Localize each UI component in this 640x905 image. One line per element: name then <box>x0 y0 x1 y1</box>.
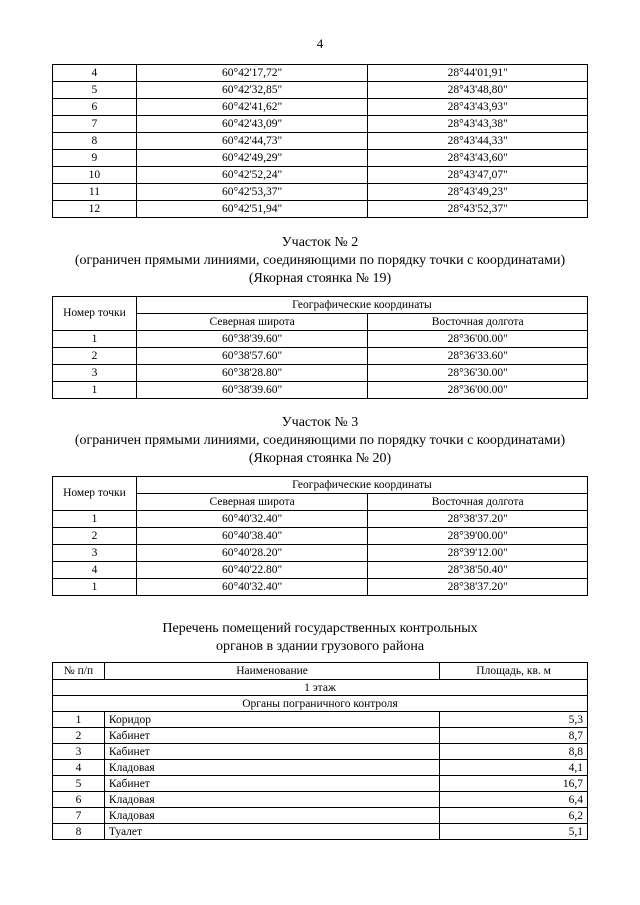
table-row <box>53 348 588 365</box>
header-longitude: Восточная долгота <box>368 314 588 331</box>
cell-col2: 60°42'44,73" <box>136 133 368 150</box>
cell-col3: 8,7 <box>440 728 588 744</box>
header-latitude: Северная широта <box>136 494 368 511</box>
cell-number: 4 <box>53 65 137 82</box>
cell-number: 3 <box>53 365 137 382</box>
cell-col2: 60°40'38.40" <box>136 528 368 545</box>
cell-number: 1 <box>53 511 137 528</box>
cell-col2: 60°42'51,94" <box>136 201 368 218</box>
cell-number: 7 <box>53 808 105 824</box>
table-row <box>53 150 588 167</box>
cell-number: 3 <box>53 744 105 760</box>
table-row <box>53 792 588 808</box>
cell-col2: 60°38'57.60" <box>136 348 368 365</box>
cell-col2: 60°42'43,09" <box>136 116 368 133</box>
table-row <box>53 184 588 201</box>
page-number: 4 <box>316 36 324 51</box>
cell-col2: 60°40'32.40" <box>136 579 368 596</box>
cell-col3: 6,2 <box>440 808 588 824</box>
cell-col3: 28°38'50.40" <box>368 562 588 579</box>
header-point-number: Номер точки <box>53 477 137 511</box>
table-row <box>53 712 588 728</box>
table-row <box>53 382 588 399</box>
table-row <box>53 744 588 760</box>
cell-number: 9 <box>53 150 137 167</box>
table-row <box>53 760 588 776</box>
cell-number: 12 <box>53 201 137 218</box>
section2-coordinates-table <box>52 296 588 399</box>
cell-number: 4 <box>53 562 137 579</box>
cell-col3: 28°43'47,07" <box>368 167 588 184</box>
table-row <box>53 511 588 528</box>
cell-col3: 28°39'12.00" <box>368 545 588 562</box>
cell-number: 8 <box>53 824 105 840</box>
table-row <box>53 562 588 579</box>
section2-anchorage: (Якорная стоянка № 19) <box>248 271 392 286</box>
cell-number: 6 <box>53 99 137 116</box>
cell-number: 8 <box>53 133 137 150</box>
cell-number: 2 <box>53 728 105 744</box>
table-row <box>53 133 588 150</box>
rooms-title-line1: Перечень помещений государственных контрольных <box>162 621 478 636</box>
cell-col3: 28°38'37.20" <box>368 579 588 596</box>
cell-col2: Кладовая <box>104 760 439 776</box>
cell-col2: 60°42'17,72" <box>136 65 368 82</box>
section2-title: Участок № 2 <box>281 235 359 250</box>
cell-col2: 60°42'32,85" <box>136 82 368 99</box>
rooms-table <box>52 662 588 840</box>
header-row-number: № п/п <box>53 663 105 680</box>
table-row <box>53 776 588 792</box>
cell-number: 11 <box>53 184 137 201</box>
header-point-number: Номер точки <box>53 297 137 331</box>
cell-col3: 4,1 <box>440 760 588 776</box>
cell-col2: 60°38'39.60" <box>136 331 368 348</box>
cell-number: 2 <box>53 348 137 365</box>
header-latitude: Северная широта <box>136 314 368 331</box>
table-row <box>53 167 588 184</box>
cell-col2: Кабинет <box>104 728 439 744</box>
cell-col3: 28°36'00.00" <box>368 382 588 399</box>
table-row <box>53 365 588 382</box>
cell-col3: 28°36'30.00" <box>368 365 588 382</box>
table-row <box>53 331 588 348</box>
cell-col2: 60°38'28.80" <box>136 365 368 382</box>
cell-col2: Коридор <box>104 712 439 728</box>
cell-col3: 28°43'52,37" <box>368 201 588 218</box>
table-row <box>53 824 588 840</box>
cell-col3: 28°43'43,60" <box>368 150 588 167</box>
section2-subtitle: (ограничен прямыми линиями, соединяющими по порядку точки с координатами) <box>74 253 566 268</box>
section3-anchorage: (Якорная стоянка № 20) <box>248 451 392 466</box>
cell-col2: 60°40'28.20" <box>136 545 368 562</box>
table-row <box>53 808 588 824</box>
cell-number: 10 <box>53 167 137 184</box>
cell-col2: Кладовая <box>104 792 439 808</box>
cell-col2: Кабинет <box>104 776 439 792</box>
cell-col2: Кабинет <box>104 744 439 760</box>
cell-number: 1 <box>53 579 137 596</box>
cell-col3: 5,3 <box>440 712 588 728</box>
cell-number: 2 <box>53 528 137 545</box>
cell-col3: 28°43'43,38" <box>368 116 588 133</box>
cell-col3: 6,4 <box>440 792 588 808</box>
cell-col2: 60°42'49,29" <box>136 150 368 167</box>
cell-col2: 60°38'39.60" <box>136 382 368 399</box>
cell-col3: 28°39'00.00" <box>368 528 588 545</box>
table-row <box>53 82 588 99</box>
cell-number: 6 <box>53 792 105 808</box>
cell-col2: 60°40'32.40" <box>136 511 368 528</box>
header-area: Площадь, кв. м <box>440 663 588 680</box>
section3-coordinates-table <box>52 476 588 596</box>
cell-col3: 28°38'37.20" <box>368 511 588 528</box>
table-row <box>53 99 588 116</box>
cell-col3: 16,7 <box>440 776 588 792</box>
table-row <box>53 65 588 82</box>
header-longitude: Восточная долгота <box>368 494 588 511</box>
rooms-title-line2: органов в здании грузового района <box>215 639 425 654</box>
cell-col2: 60°42'52,24" <box>136 167 368 184</box>
coordinates-table-continued <box>52 64 588 218</box>
header-room-name: Наименование <box>104 663 439 680</box>
cell-number: 1 <box>53 382 137 399</box>
group-label: Органы пограничного контроля <box>53 696 588 712</box>
cell-col3: 28°43'43,93" <box>368 99 588 116</box>
cell-col2: 60°40'22.80" <box>136 562 368 579</box>
cell-col3: 28°43'48,80" <box>368 82 588 99</box>
cell-col3: 28°43'49,23" <box>368 184 588 201</box>
table-row <box>53 545 588 562</box>
cell-col3: 28°43'44,33" <box>368 133 588 150</box>
cell-number: 7 <box>53 116 137 133</box>
table-row <box>53 728 588 744</box>
cell-col3: 28°44'01,91" <box>368 65 588 82</box>
cell-number: 4 <box>53 760 105 776</box>
cell-number: 5 <box>53 82 137 99</box>
table-row <box>53 201 588 218</box>
cell-col3: 28°36'00.00" <box>368 331 588 348</box>
cell-col2: Туалет <box>104 824 439 840</box>
cell-col2: 60°42'41,62" <box>136 99 368 116</box>
section3-subtitle: (ограничен прямыми линиями, соединяющими по порядку точки с координатами) <box>74 433 566 448</box>
cell-col3: 5,1 <box>440 824 588 840</box>
table-row <box>53 116 588 133</box>
header-geo-coordinates: Географические координаты <box>136 297 587 314</box>
cell-col3: 8,8 <box>440 744 588 760</box>
cell-number: 1 <box>53 712 105 728</box>
header-geo-coordinates: Географические координаты <box>136 477 587 494</box>
cell-col2: 60°42'53,37" <box>136 184 368 201</box>
section3-title: Участок № 3 <box>281 415 359 430</box>
floor-label: 1 этаж <box>53 680 588 696</box>
cell-col2: Кладовая <box>104 808 439 824</box>
cell-number: 5 <box>53 776 105 792</box>
cell-number: 3 <box>53 545 137 562</box>
table-row <box>53 528 588 545</box>
cell-number: 1 <box>53 331 137 348</box>
table-row <box>53 579 588 596</box>
cell-col3: 28°36'33.60" <box>368 348 588 365</box>
